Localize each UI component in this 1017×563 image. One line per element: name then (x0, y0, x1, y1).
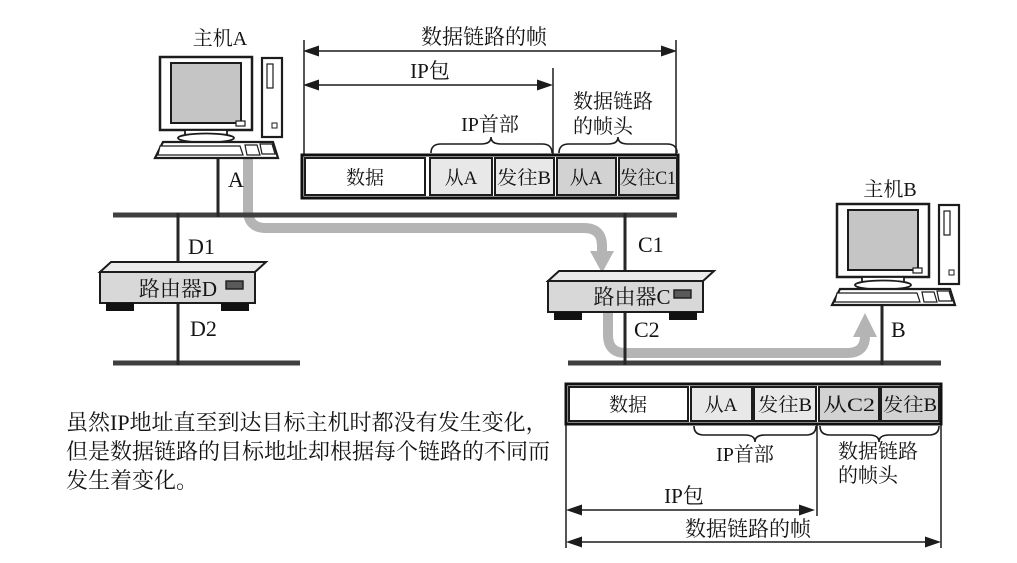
dl-header-label-line1: 数据链路 (573, 91, 653, 113)
host-b-computer-icon (832, 204, 959, 305)
cell-to-b-ip-label: 发往B (758, 395, 809, 416)
router-d-foot-right (221, 303, 249, 311)
dl-header-brace-icon (820, 426, 939, 442)
monitor-button-icon (913, 268, 922, 273)
arrowhead-right-icon (799, 505, 815, 516)
router-d-led-icon (226, 281, 243, 289)
ip-header-label: IP首部 (716, 444, 774, 466)
cell-data-label: 数据 (345, 168, 385, 189)
router-c-led-icon (674, 290, 691, 298)
port-b-label: B (891, 317, 906, 342)
tower-slot-icon (944, 211, 950, 235)
router-d-foot-left (106, 303, 134, 311)
keyboard-key1-icon (922, 292, 937, 302)
cell-data-label: 数据 (608, 395, 648, 416)
caption-line-1: 虽然IP地址直至到达目标主机时都没有发生变化， (66, 410, 548, 435)
router-c-top-face (548, 271, 714, 281)
arrowhead-right-icon (925, 537, 941, 548)
port-c1-label: C1 (638, 232, 664, 257)
arrowhead-left-icon (303, 46, 319, 57)
port-c2-label: C2 (634, 317, 660, 342)
router-c (548, 271, 714, 320)
keyboard-keys-icon (158, 146, 243, 155)
ip-packet-label: IP包 (664, 484, 704, 508)
caption-line-3: 发生着变化。 (66, 468, 199, 493)
tower-switch-icon (949, 270, 954, 275)
frame-diagram-bottom (566, 384, 941, 548)
monitor-screen-icon (848, 210, 918, 270)
ip-header-label: IP首部 (461, 114, 519, 136)
flow-arrowhead-up-icon (853, 313, 877, 337)
router-c-foot-right (669, 312, 697, 320)
ip-header-brace-icon (694, 426, 816, 442)
arrowhead-left-icon (566, 505, 582, 516)
arrowhead-right-icon (661, 46, 677, 57)
tower-slot-icon (267, 64, 273, 88)
host-b-label: 主机B (863, 179, 917, 201)
dl-header-brace-icon (559, 137, 677, 153)
router-d (100, 262, 266, 311)
port-d2-label: D2 (190, 316, 217, 341)
arrowhead-right-icon (537, 80, 553, 91)
arrowhead-left-icon (566, 537, 582, 548)
host-a-label: 主机A (192, 28, 248, 50)
port-d1-label: D1 (188, 234, 215, 259)
keyboard-keys-icon (835, 293, 920, 302)
frame-label: 数据链路的帧 (685, 517, 811, 541)
cell-from-c2-dl-label: 从C2 (823, 395, 865, 416)
router-d-top-face (100, 262, 266, 272)
router-c-label: 路由器C (593, 285, 671, 309)
cell-to-c1-dl-label: 发往C1 (620, 168, 681, 189)
tower-switch-icon (272, 123, 277, 128)
cell-to-b-ip-label: 发往B (497, 168, 548, 189)
arrowhead-left-icon (303, 80, 319, 91)
monitor-screen-icon (171, 63, 241, 123)
frame-label: 数据链路的帧 (421, 25, 547, 49)
caption-line-2: 但是数据链路的目标地址却根据每个链路的不同而 (66, 439, 551, 464)
ip-header-brace-icon (431, 137, 552, 153)
frame-diagram-top (302, 25, 681, 198)
dl-header-label-line2: 的帧头 (573, 116, 633, 138)
port-a-label: A (228, 167, 244, 192)
cell-to-b-dl-label: 发往B (883, 395, 934, 416)
router-d-label: 路由器D (138, 277, 218, 301)
keyboard-key2-icon (260, 144, 275, 154)
dl-header-label-line1: 数据链路 (838, 441, 918, 463)
keyboard-key1-icon (245, 145, 260, 155)
cell-from-a-ip-label: 从A (704, 395, 738, 416)
cell-from-a-dl-label: 从A (569, 168, 603, 189)
dl-header-label-line2: 的帧头 (838, 465, 898, 487)
caption-text (66, 410, 550, 493)
ip-packet-label: IP包 (410, 59, 450, 83)
host-a-computer-icon (155, 57, 282, 158)
keyboard-key2-icon (937, 291, 952, 301)
cell-from-a-ip-label: 从A (444, 168, 478, 189)
flow-arrowhead-down-icon (590, 251, 614, 273)
monitor-button-icon (236, 121, 245, 126)
router-c-foot-left (554, 312, 582, 320)
